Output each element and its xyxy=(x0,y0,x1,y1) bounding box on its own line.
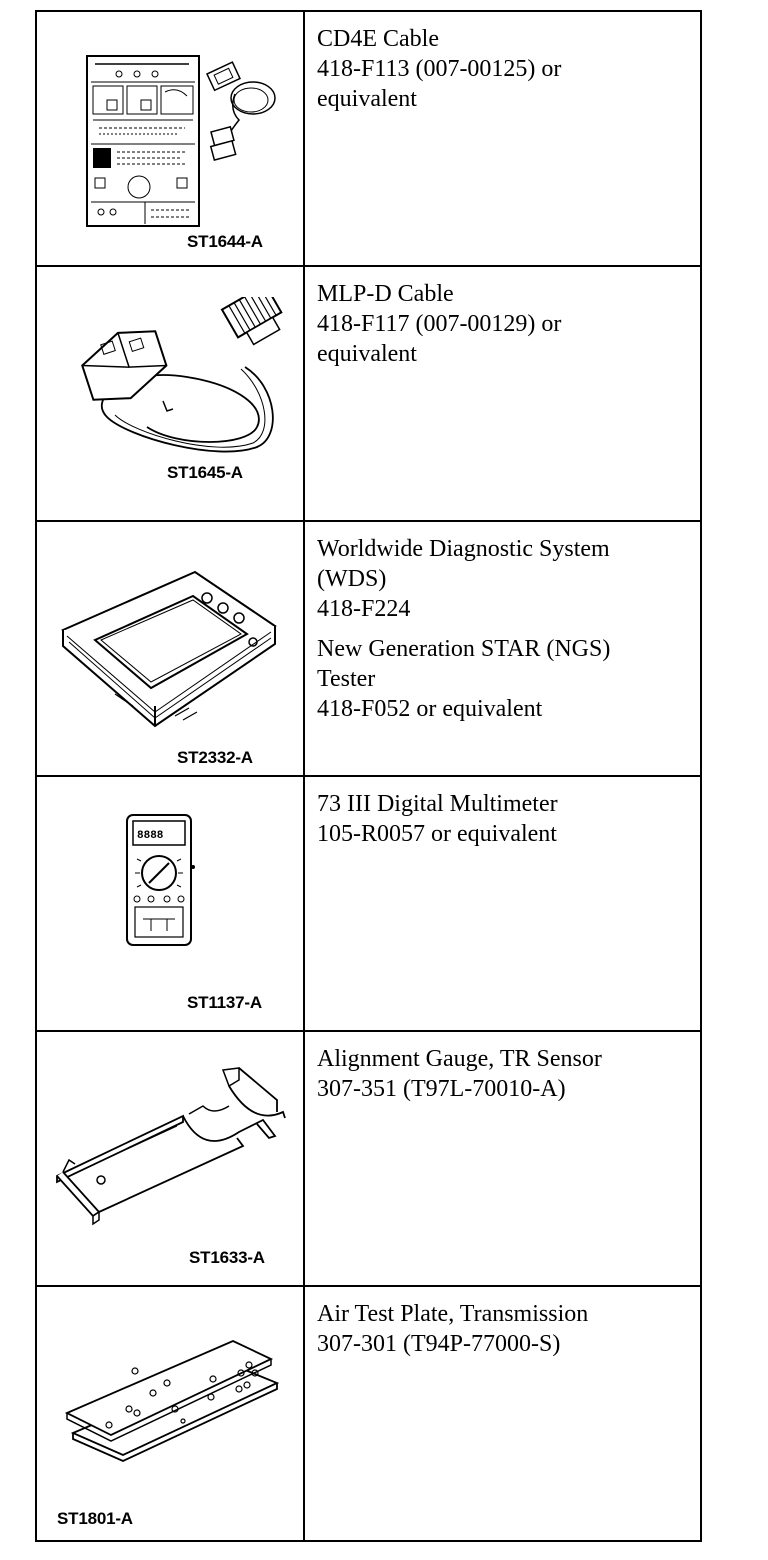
tool-number: 307-301 (T94P-77000-S) xyxy=(317,1331,561,1357)
alt-tool-name: New Generation STAR (NGS) xyxy=(317,636,611,662)
image-code: ST1633-A xyxy=(189,1248,265,1267)
tool-name: 73 III Digital Multimeter xyxy=(317,791,558,817)
tool-image-cell xyxy=(36,1286,304,1541)
tool-name: Alignment Gauge, TR Sensor xyxy=(317,1046,602,1072)
tool-name: Air Test Plate, Transmission xyxy=(317,1301,589,1327)
tool-image-cell xyxy=(36,776,304,1031)
mlp-d-cable-icon xyxy=(67,297,297,467)
image-code: ST1645-A xyxy=(167,463,243,482)
alignment-gauge-icon xyxy=(53,1066,293,1226)
tool-description-cell xyxy=(304,266,701,521)
tool-number: 418-F113 (007-00125) or xyxy=(317,56,562,82)
tool-image-cell xyxy=(36,1031,304,1286)
tool-name: CD4E Cable xyxy=(317,26,439,52)
image-code: ST1137-A xyxy=(187,993,262,1012)
spacer xyxy=(317,624,688,634)
tool-note: equivalent xyxy=(317,341,417,367)
tool-image-cell xyxy=(36,11,304,266)
tool-name: Worldwide Diagnostic System xyxy=(317,536,610,562)
tool-description-cell xyxy=(304,1031,701,1286)
air-test-plate-icon xyxy=(63,1313,283,1473)
tool-name-continued: (WDS) xyxy=(317,566,387,592)
image-code: ST1644-A xyxy=(187,232,263,251)
table-row xyxy=(36,11,701,266)
tool-name: MLP-D Cable xyxy=(317,281,454,307)
tool-description-cell xyxy=(304,776,701,1031)
tool-number: 105-R0057 or equivalent xyxy=(317,821,557,847)
table-row xyxy=(36,521,701,776)
special-tools-table xyxy=(35,10,702,1542)
diagnostic-tester-icon xyxy=(55,566,285,736)
svg-text:8888: 8888 xyxy=(137,830,164,842)
table-row xyxy=(36,1286,701,1541)
table-row xyxy=(36,1031,701,1286)
tool-description-cell xyxy=(304,521,701,776)
cd4e-cable-diagram-icon xyxy=(85,54,285,234)
tool-number: 418-F224 xyxy=(317,596,411,622)
digital-multimeter-icon xyxy=(123,811,203,951)
tool-number: 418-F117 (007-00129) or xyxy=(317,311,562,337)
table-row xyxy=(36,266,701,521)
image-code: ST2332-A xyxy=(177,748,253,767)
image-code: ST1801-A xyxy=(57,1509,133,1528)
table-row xyxy=(36,776,701,1031)
tool-image-cell xyxy=(36,266,304,521)
alt-tool-name-continued: Tester xyxy=(317,666,376,692)
alt-tool-number: 418-F052 or equivalent xyxy=(317,696,543,722)
tool-image-cell xyxy=(36,521,304,776)
tool-note: equivalent xyxy=(317,86,417,112)
tool-description-cell xyxy=(304,1286,701,1541)
tool-number: 307-351 (T97L-70010-A) xyxy=(317,1076,566,1102)
tool-description-cell xyxy=(304,11,701,266)
